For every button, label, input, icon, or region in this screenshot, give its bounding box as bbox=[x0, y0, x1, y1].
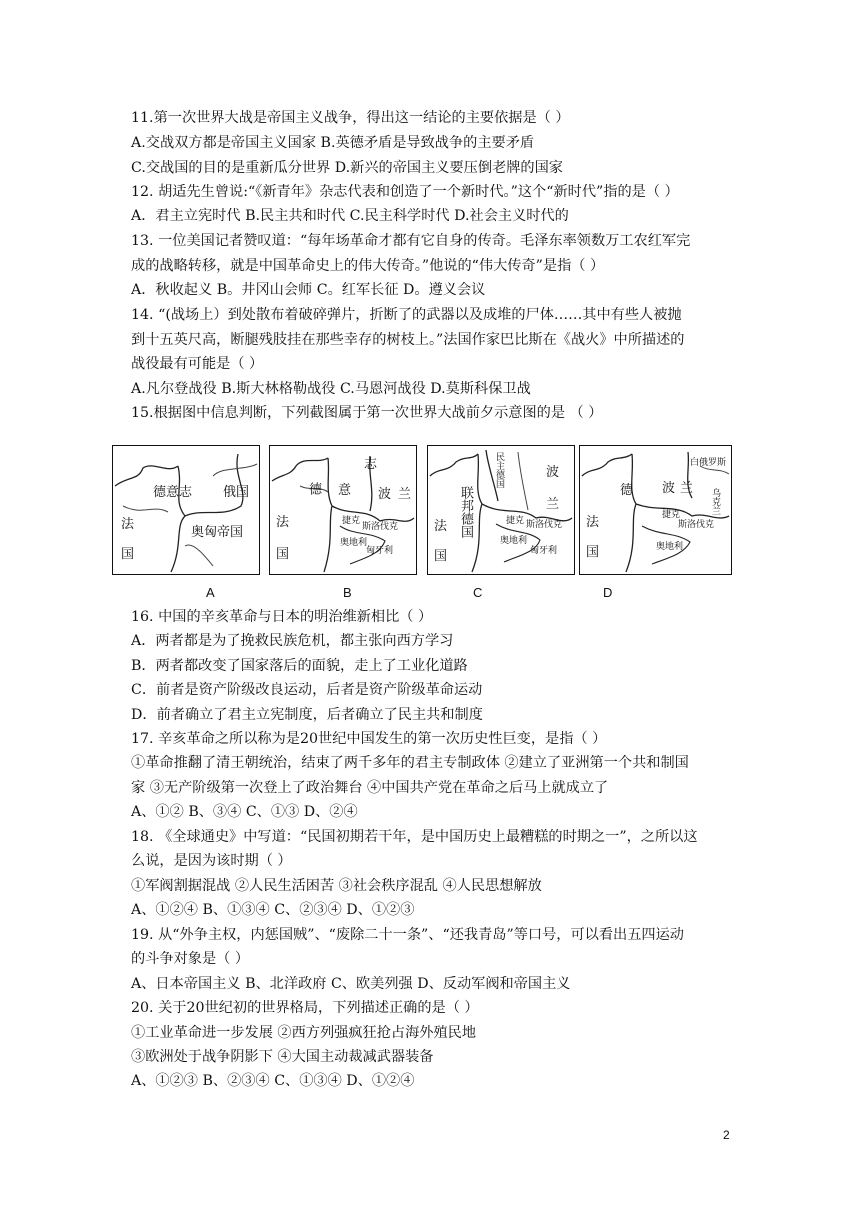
text-line: 战役最有可能是（ ） bbox=[131, 356, 264, 372]
text-line: 家 ③无产阶级第一次登上了政治舞台 ④中国共产党在革命之后马上就成立了 bbox=[131, 780, 609, 796]
text-line: C．前者是资产阶级改良运动，后者是资产阶级革命运动 bbox=[131, 682, 483, 698]
map-label: 波 bbox=[662, 481, 676, 496]
map-label: 国 bbox=[276, 547, 290, 562]
text-line: A、①②③ B、②③④ C、①③④ D、①②④ bbox=[131, 1073, 415, 1089]
map-label: 联邦德国 bbox=[458, 486, 473, 538]
map-a-borders bbox=[113, 446, 259, 574]
map-label: 民主德国 bbox=[494, 452, 504, 488]
map-label: 德意志 bbox=[153, 485, 193, 500]
map-label: 法 bbox=[434, 519, 448, 534]
text-line: A．君主立宪时代 B.民主共和时代 C.民主科学时代 D.社会主义时代的 bbox=[131, 208, 569, 224]
text-line: 么说，是因为该时期（ ） bbox=[131, 853, 292, 869]
text-line: A．秋收起义 B。井冈山会师 C。红军长征 D。遵义会议 bbox=[131, 282, 486, 298]
map-label: 奥地利 bbox=[500, 536, 528, 546]
text-line: 15.根据图中信息判断，下列截图属于第一次世界大战前夕示意图的是 （ ） bbox=[131, 405, 603, 421]
map-label: 国 bbox=[121, 547, 135, 562]
map-label: 法 bbox=[121, 517, 135, 532]
text-line: A．两者都是为了挽救民族危机，都主张向西方学习 bbox=[131, 633, 454, 649]
text-line: 14. “(战场上）到处散布着破碎弹片，折断了的武器以及成堆的尸体……其中有些人被抛 bbox=[131, 307, 682, 323]
text-line: A、①② B、③④ C、①③ D、②④ bbox=[131, 804, 358, 820]
map-label: 俄国 bbox=[223, 485, 250, 500]
map-label: 法 bbox=[586, 515, 600, 530]
text-line: 19. 从“外争主权，内惩国贼”、“废除二十一条”、“还我青岛”等口号，可以看出五四运动 bbox=[131, 927, 684, 943]
map-b bbox=[269, 445, 417, 575]
map-label: 捷克 bbox=[662, 510, 681, 520]
text-line: B．两者都改变了国家落后的面貌，走上了工业化道路 bbox=[131, 658, 468, 674]
map-caption-b: B bbox=[343, 585, 352, 600]
text-line: ③欧洲处于战争阴影下 ④大国主动裁减武器装备 bbox=[131, 1049, 434, 1065]
map-label: 波 bbox=[378, 487, 392, 502]
map-caption-c: C bbox=[473, 585, 483, 600]
map-caption-a: A bbox=[206, 585, 215, 600]
map-b-borders bbox=[270, 446, 416, 574]
text-line: A.交战双方都是帝国主义国家 B.英德矛盾是导致战争的主要矛盾 bbox=[131, 135, 535, 151]
map-label: 奥匈帝国 bbox=[191, 525, 244, 540]
map-label: 奥地利 bbox=[656, 542, 684, 552]
text-line: 的斗争对象是（ ） bbox=[131, 951, 250, 967]
text-line: 12. 胡适先生曾说:“《新青年》杂志代表和创造了一个新时代。”这个“新时代”指的是（ ） bbox=[131, 184, 679, 200]
map-label: 兰 bbox=[546, 497, 560, 512]
page-number: 2 bbox=[723, 1128, 730, 1142]
map-label: 白俄罗斯 bbox=[690, 458, 727, 468]
map-figures bbox=[112, 445, 732, 575]
map-label: 意 bbox=[338, 483, 352, 498]
map-label: 斯洛伐克 bbox=[362, 522, 399, 532]
text-line: 成的战略转移，就是中国革命史上的伟大传奇。”他说的“伟大传奇”是指（ ） bbox=[131, 258, 605, 274]
text-line: 16. 中国的辛亥革命与日本的明治维新相比（ ） bbox=[131, 609, 433, 625]
map-label: 匈牙利 bbox=[530, 546, 558, 556]
text-line: 到十五英尺高，断腿残肢挂在那些幸存的树枝上。”法国作家巴比斯在《战火》中所描述的 bbox=[131, 332, 685, 348]
text-line: 11.第一次世界大战是帝国主义战争，得出这一结论的主要依据是（ ） bbox=[131, 110, 570, 126]
map-caption-d: D bbox=[603, 585, 613, 600]
map-label: 斯洛伐克 bbox=[526, 520, 563, 530]
map-label: 匈牙利 bbox=[366, 546, 394, 556]
map-label: 捷克 bbox=[506, 516, 525, 526]
map-label: 乌克兰 bbox=[710, 488, 720, 515]
map-label: 波 bbox=[546, 465, 560, 480]
text-line: ①工业革命进一步发展 ②西方列强疯狂抢占海外殖民地 bbox=[131, 1025, 477, 1041]
text-line: 17. 辛亥革命之所以称为是20世纪中国发生的第一次历史性巨变，是指（ ） bbox=[131, 731, 607, 747]
text-line: 18. 《全球通史》中写道：“民国初期若干年，是中国历史上最糟糕的时期之一”，之所以这 bbox=[131, 829, 698, 845]
map-label: 捷克 bbox=[342, 516, 361, 526]
text-line: D．前者确立了君主立宪制度，后者确立了民主共和制度 bbox=[131, 707, 483, 723]
map-label: 国 bbox=[586, 545, 600, 560]
map-d bbox=[579, 445, 732, 575]
text-line: A、日本帝国主义 B、北洋政府 C、欧美列强 D、反动军阀和帝国主义 bbox=[131, 976, 571, 992]
text-line: ①军阀割据混战 ②人民生活困苦 ③社会秩序混乱 ④人民思想解放 bbox=[131, 878, 542, 894]
map-label: 德 bbox=[306, 482, 321, 495]
map-label: 兰 bbox=[398, 487, 412, 502]
map-label: 法 bbox=[276, 515, 290, 530]
map-label: 志 bbox=[364, 457, 378, 472]
map-label: 国 bbox=[434, 549, 448, 564]
map-label: 斯洛伐克 bbox=[678, 520, 715, 530]
map-a bbox=[112, 445, 260, 575]
map-label: 兰 bbox=[680, 481, 694, 496]
map-c bbox=[427, 445, 575, 575]
map-label: 奥地利 bbox=[340, 538, 368, 548]
text-line: 13. 一位美国记者赞叹道：“每年场革命才都有它自身的传奇。毛泽东率领数万工农红军完 bbox=[131, 233, 691, 249]
text-line: C.交战国的目的是重新瓜分世界 D.新兴的帝国主义要压倒老牌的国家 bbox=[131, 160, 563, 176]
text-line: 20. 关于20世纪初的世界格局，下列描述正确的是（ ） bbox=[131, 1000, 479, 1016]
text-line: A、①②④ B、①③④ C、②③④ D、①②③ bbox=[131, 902, 415, 918]
text-line: ①革命推翻了清王朝统治，结束了两千多年的君主专制政体 ②建立了亚洲第一个共和制国 bbox=[131, 755, 689, 771]
map-label: 德 bbox=[620, 483, 634, 498]
text-line: A.凡尔登战役 B.斯大林格勒战役 C.马恩河战役 D.莫斯科保卫战 bbox=[131, 381, 531, 397]
